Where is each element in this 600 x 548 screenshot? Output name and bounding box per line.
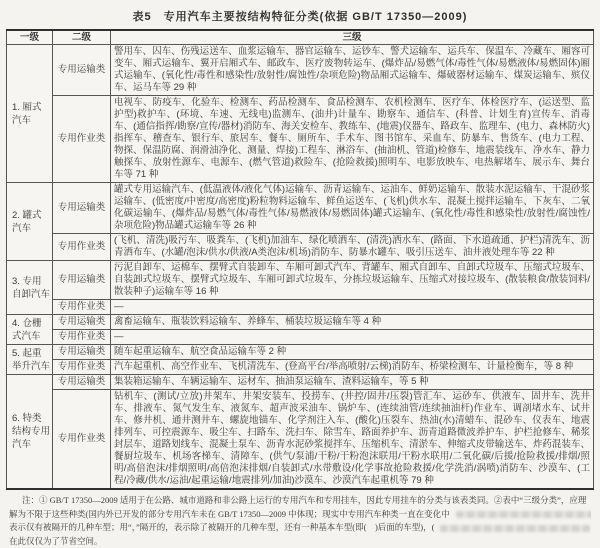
vehicle-list-cell: 钻机车、(测试/立放)井架车、井架安装车、投捞车、(井控/固井/压裂)管汇车、运砂车、供液车、固井车、洗井车、排液车、氮气发生车、液氮车、超声波采油车、锅炉车、(连续油管/连续抽油杆)作业车、调剖堵水车、试井车、修井机、通井测井车、螺旋地锚车、化学剂注入车、(酸化)压裂车、热油(水)清蜡车、混砂车、仪表车、地震排列车、可控震源车、吸尘车、扫路车、洗扫车、除雪车、路面养护车、沥青道路微波养护车、护栏抢修车、稀浆封层车、道路划线车、混凝土泵车、沥青水泥砂浆搅拌车、压缩机车、清淤车、伸缩式皮带输送车、炸药混装车、餐厨垃圾车、机场客梯车、清障车、(供气/泵浦/干粉/干粉泡沫联用/干粉水联用/二氧化碳/后援/抢险救援/排烟/照明/高倍泡沫/排烟照明/高倍泡沫排烟/自装卸式/水带敷设/化学事故抢险救援/化学洗消/涡喷)消防车、沙漠车、(工程/冷藏/供水/运油/起重运输/地震排列/加油)沙漠车、沙漠汽车起重机等 79 种: [111, 390, 594, 490]
header-level2: 二级: [53, 30, 111, 45]
table-row: [7, 360, 594, 375]
note-line: [9, 521, 591, 535]
note-line: [9, 494, 591, 508]
level1-cell: 6. 特类结构专用汽车: [7, 375, 53, 490]
table-row: [7, 375, 594, 390]
category-cell: 专用运输类: [53, 315, 111, 330]
watermark-smudge: [440, 525, 590, 532]
level1-cell: 3. 专用自卸汽车: [7, 261, 53, 315]
note-line: [9, 535, 591, 548]
vehicle-list-cell: 禽畜运输车、瓶装饮料运输车、养蜂车、桶装垃圾运输车等 4 种: [111, 315, 594, 330]
category-cell: 专用作业类: [53, 96, 111, 183]
vehicle-list-cell: 污泥自卸车、运棉车、摆臂式自装卸车、车厢可卸式汽车、背罐车、厢式自卸车、自卸式垃圾车、压缩式垃圾车、自装卸式垃圾车、摆臂式垃圾车、车厢可卸式垃圾车、分拣垃圾运输车、压缩式对接垃圾车、(散装粮食/散装饲料/散装种子)运输车等 16 种: [111, 261, 594, 300]
table-row: [7, 96, 594, 183]
category-cell: 专用运输类: [53, 183, 111, 234]
header-level1: 一级: [7, 30, 53, 45]
category-cell: 专用作业类: [53, 234, 111, 261]
table-row: [7, 183, 594, 234]
footnotes: [6, 494, 594, 548]
note-text: 解为不限于这些种类(国内外已开发的部分专用汽车未在 GB/T 17350—2009 中体现；现实中专用汽车种类一直在变化中: [9, 509, 450, 519]
vehicle-list-cell: —: [111, 330, 594, 345]
vehicle-list-cell: 集装箱运输车、车辆运输车、运材车、抽油泵运输车、渣料运输车，等 5 种: [111, 375, 594, 390]
category-cell: 专用作业类: [53, 330, 111, 345]
header-level3: 三级: [111, 30, 594, 45]
level1-cell: 5. 起重举升汽车: [7, 345, 53, 375]
classification-table: [6, 29, 594, 490]
table-row: [7, 300, 594, 315]
table-row: [7, 330, 594, 345]
table-title: 表5 专用汽车主要按结构特征分类(依据 GB/T 17350—2009): [6, 8, 594, 24]
table-row: [7, 261, 594, 300]
category-cell: 专用作业类: [53, 390, 111, 490]
header-row: [7, 30, 594, 45]
vehicle-list-cell: —: [111, 300, 594, 315]
note-text: 注：① GB/T 17350—2009 适用于在公路、城市道路和非公路上运行的专用汽车和专用挂车，因此专用挂车的分类与该表类同。②表中“三级分类”，应理: [22, 495, 586, 505]
category-cell: 专用运输类: [53, 375, 111, 390]
category-cell: 专用作业类: [53, 300, 111, 315]
vehicle-list-cell: 汽车起重机、高空作业车、飞机清洗车、(登高平台/举高喷射/云梯)消防车、桥梁检测车、计量检衡车，等 8 种: [111, 360, 594, 375]
vehicle-list-cell: 罐式专用运输汽车、(低温液体/液化气体)运输车、沥青运输车、运油车、鲜奶运输车、散装水泥运输车、干混砂浆运输车、(低密度/中密度/高密度)粉粒物料运输车、鲜鱼运送车、(飞机)供水车、混凝土搅拌运输车、下灰车、二氧化碳运输车、(爆炸品/易燃气体/毒性气体/易燃液体/易燃固体)罐式运输车、(氧化性/毒性和感染性/放射性/腐蚀性/杂项危险)物品罐式运输车等 26 种: [111, 183, 594, 234]
table-row: [7, 345, 594, 360]
category-cell: 专用运输类: [53, 261, 111, 300]
category-cell: 专用运输类: [53, 345, 111, 360]
table-row: [7, 390, 594, 490]
table-row: [7, 45, 594, 96]
level1-cell: 2. 罐式汽车: [7, 183, 53, 261]
note-text: 在此仅仅为了节省空间。: [9, 536, 103, 546]
vehicle-list-cell: 电视车、防疫车、化验车、检测车、药品检测车、食品检测车、农机检测车、医疗车、体检医疗车、(运送型、监护型)救护车、(环境、车速、无线电)监测车、(油井)计量车、勘察车、通信车、(科普、计划生育)宣传车、消毒车、(通信指挥/勘察/宣传/器材)消防车、海关安检车、教练车、(地震)仪器车、路政车、监理车、(电力、森林防火)指挥车、稽查车、银行车、旅居车、餐车、厕所车、手术车、图书馆车、采血车、防暴车、售货车、(电力工程、物探、保温防腐、润滑油净化、测量、焊接)工程车、淋浴车、(抽油机、管道)检修车、地震装线车、净水车、静力触探车、放射性源车、电源车、(燃气管道)救险车、(抢险救援)照明车、电影放映车、电热解堵车、展示车、舞台车等 71 种: [111, 96, 594, 183]
table-row: [7, 234, 594, 261]
level1-cell: 4. 仓栅式汽车: [7, 315, 53, 345]
vehicle-list-cell: 警用车、囚车、伤残运送车、血浆运输车、器官运输车、运钞车、警犬运输车、运兵车、保温车、冷藏车、厢容可变车、厢式运输车、翼开启厢式车、邮政车、医疗废物转运车、(爆炸品/易燃气体/毒性气体/易燃液体/易燃固体)厢式运输车、(氧化性/毒性和感染性/放射性/腐蚀性/杂项危险)物品厢式运输车、爆破器材运输车、煤炭运输车、殡仪车、运马车等 29 种: [111, 45, 594, 96]
watermark-smudge: [456, 511, 591, 518]
vehicle-list-cell: 随车起重运输车、航空食品运输车等 2 种: [111, 345, 594, 360]
table-row: [7, 315, 594, 330]
level1-cell: 1. 厢式汽车: [7, 45, 53, 183]
note-text: 表示仅有被隔开的几种车型；用“，”隔开的，表示除了被隔开的几种车型，还有一种基本车型(即( )后面的车型)，(: [9, 522, 434, 532]
category-cell: 专用运输类: [53, 45, 111, 96]
vehicle-list-cell: (飞机、清洗)吸污车、吸粪车、(飞机)加油车、绿化喷洒车、(清洗)洒水车、(路面、下水道疏通、护栏)清洗车、沥青洒布车、(水罐/泡沫/供水/供液/A类泡沫/机场)消防车、防暴水罐车、吸引压送车、油井液处理车等 22 种: [111, 234, 594, 261]
note-line: [9, 508, 591, 522]
category-cell: 专用作业类: [53, 360, 111, 375]
